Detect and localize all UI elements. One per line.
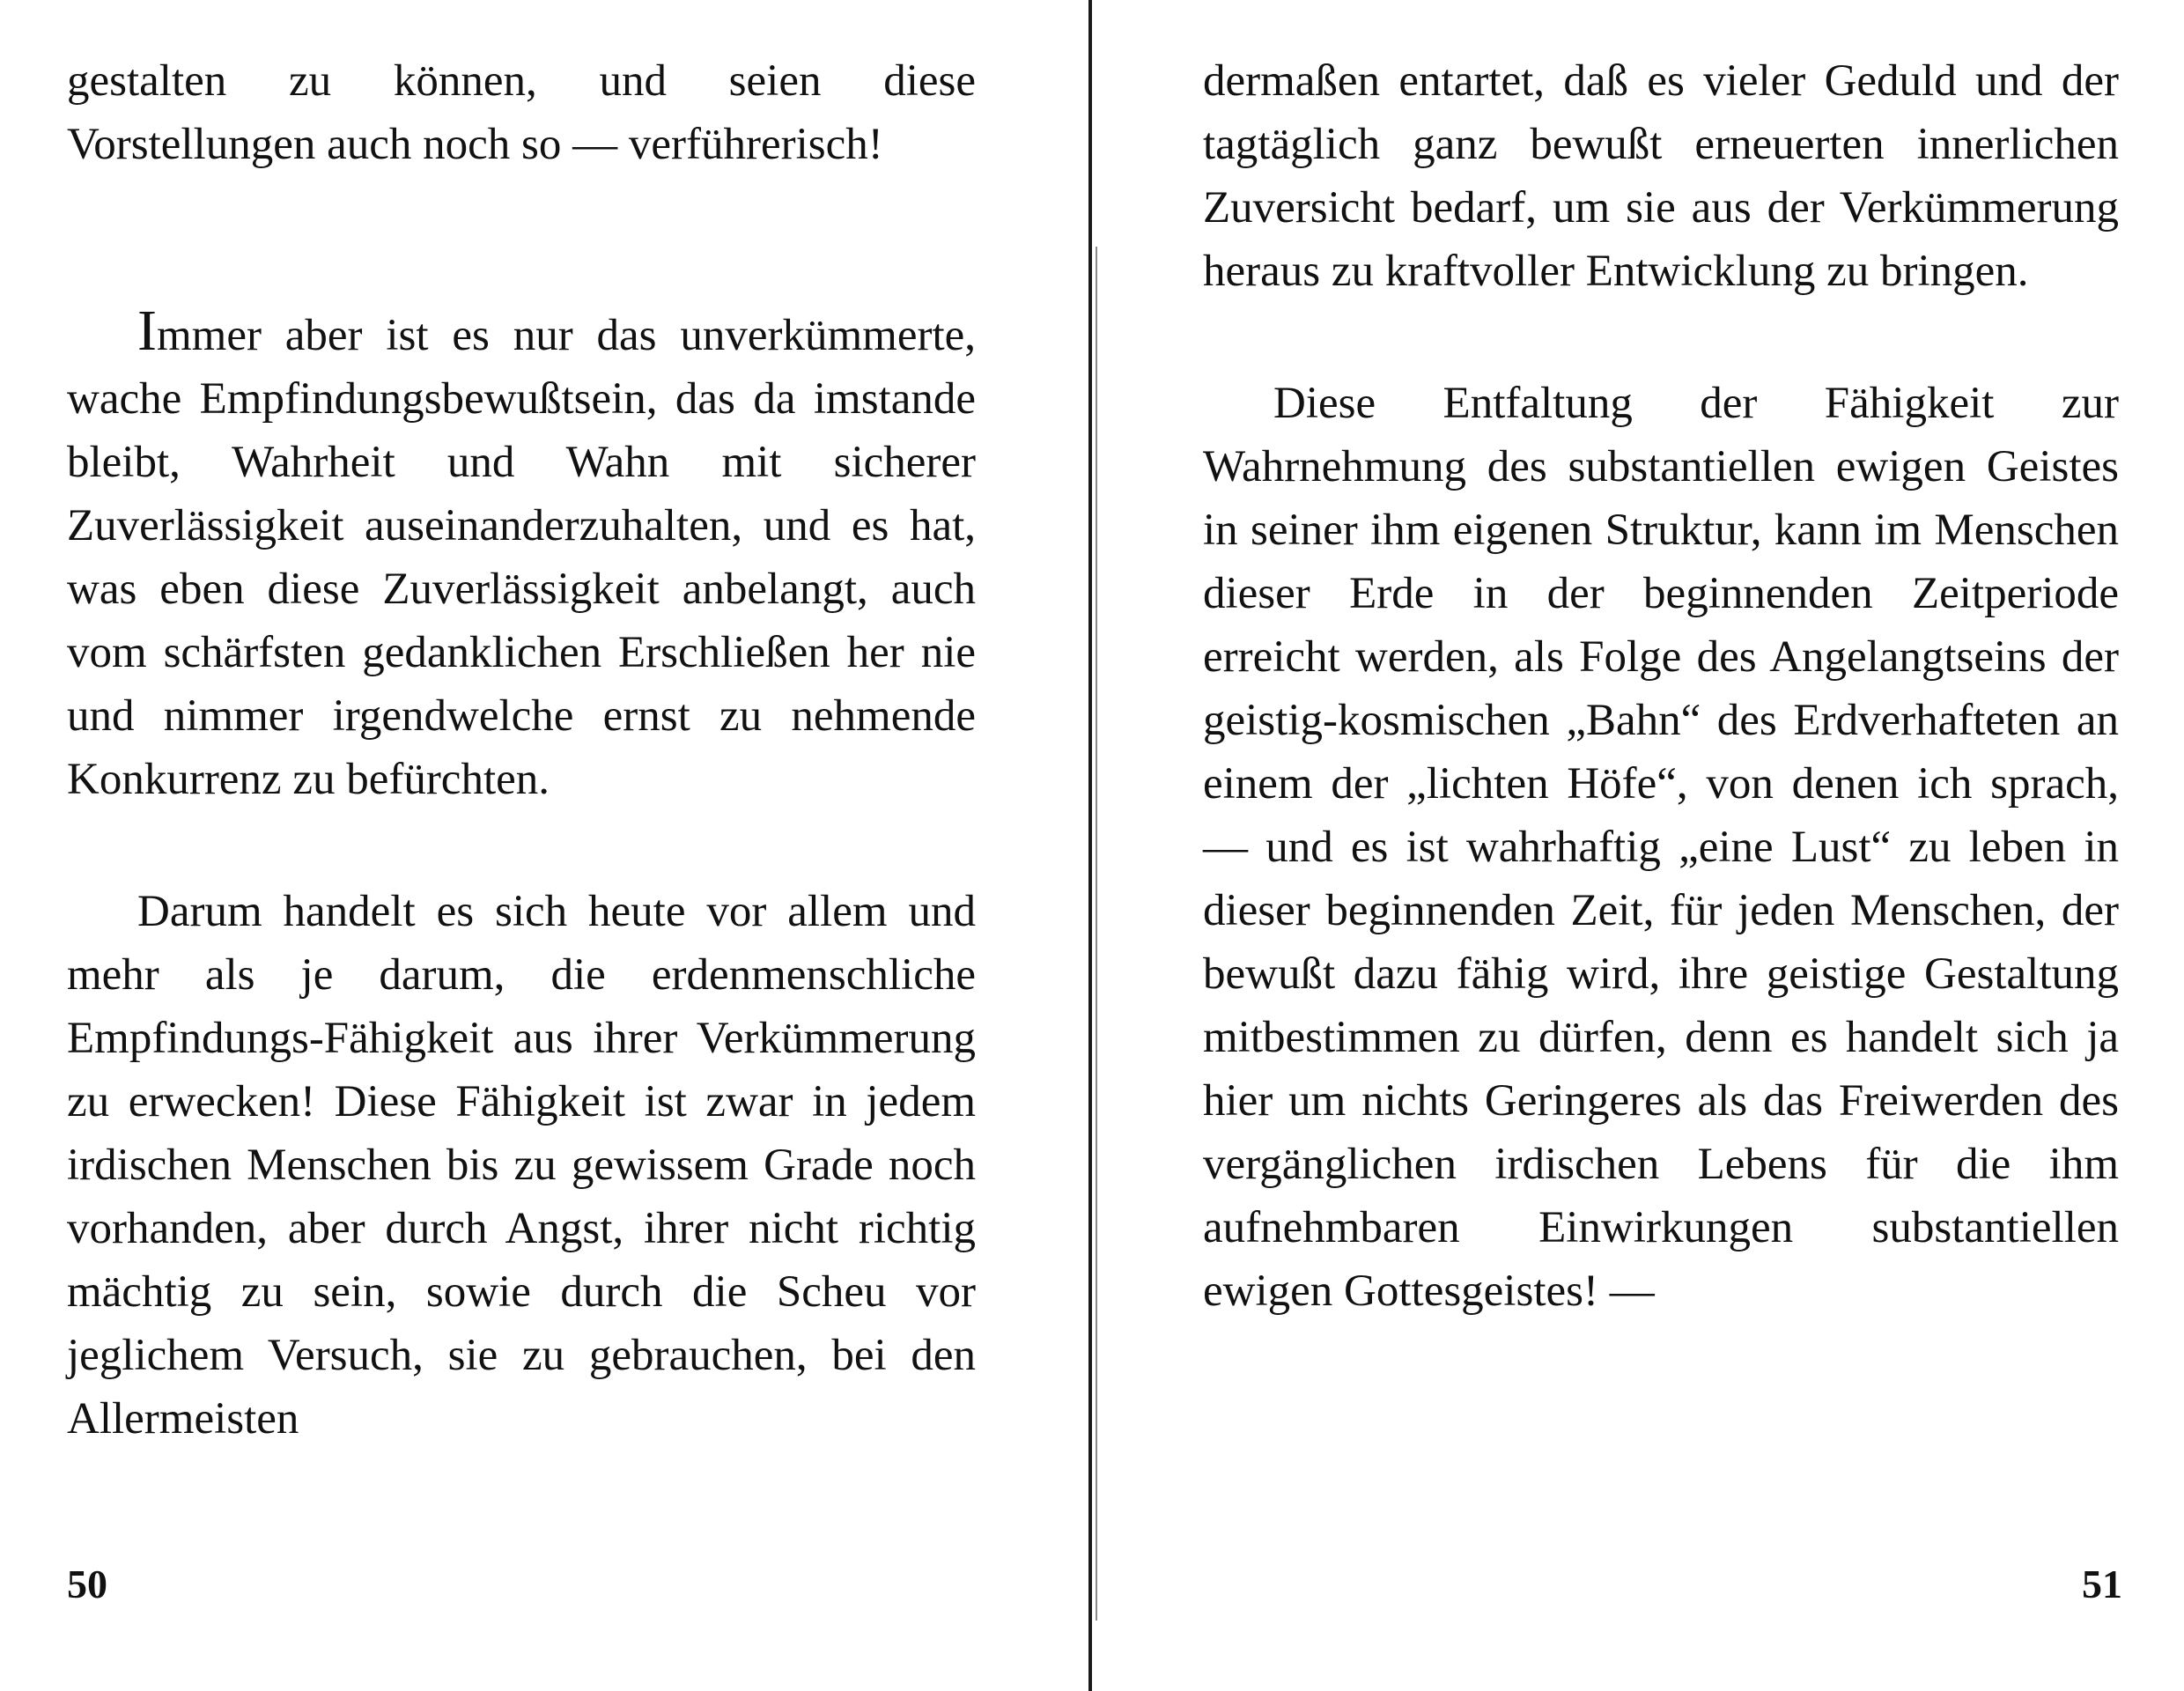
page-number-left: 50 xyxy=(67,1562,107,1606)
paragraph-gap xyxy=(1203,303,2119,372)
right-page xyxy=(1092,0,2184,1691)
paragraph-gap xyxy=(67,176,976,299)
page-number-right: 51 xyxy=(2082,1562,2122,1606)
left-page-text xyxy=(67,49,976,1451)
right-paragraph-1: dermaßen entartet, daß es vieler Geduld und der tagtäglich ganz bewußt erneuerten innerlichen Zuversicht bedarf, um sie aus der Verkümmerung heraus zu kraftvoller Entwicklung zu bringen. xyxy=(1203,56,2119,296)
left-paragraph-1: gestalten zu können, und seien diese Vorstellungen auch noch so — verführerisch! xyxy=(67,56,976,169)
drop-cap: I xyxy=(137,299,157,363)
left-paragraph-2-body: mmer aber ist es nur das unverkümmerte, wache Empfindungsbewußtsein, das da imstande bleibt, Wahrheit und Wahn mit sicherer Zuverlässigkeit auseinanderzuhalten, und es hat, was eben diese Zuverlässigkeit anbelangt, auch vom schärfsten gedanklichen Erschließen her nie und nimmer irgendwelche ernst zu nehmende Konkurrenz zu befürchten. xyxy=(67,311,976,804)
right-paragraph-2: Diese Entfaltung der Fähigkeit zur Wahrnehmung des substantiellen ewigen Geistes in seiner ihm eigenen Struktur, kann im Menschen dieser Erde in der beginnenden Zeitperiode erreicht werden, als Folge des Angelangtseins der geistig-kosmischen „Bahn“ des Erdverhafteten an einem der „lichten Höfe“, von denen ich sprach, — und es ist wahrhaftig „eine Lust“ zu leben in dieser beginnenden Zeit, für jeden Menschen, der bewußt dazu fähig wird, ihre geistige Gestaltung mitbestimmen zu dürfen, denn es handelt sich ja hier um nichts Geringeres als das Freiwerden des vergänglichen irdischen Lebens für die ihm aufnehmbaren Einwirkungen substantiellen ewigen Gottesgeistes! — xyxy=(1203,379,2119,1316)
right-page-text xyxy=(1203,49,2119,1323)
left-paragraph-2 xyxy=(67,299,976,811)
left-paragraph-3: Darum handelt es sich heute vor allem und mehr als je darum, die erdenmenschliche Empfindungs-Fähigkeit aus ihrer Verkümmerung zu erwecken! Diese Fähigkeit ist zwar in jedem irdischen Menschen bis zu gewissem Grade noch vorhanden, aber durch Angst, ihrer nicht richtig mächtig zu sein, sowie durch die Scheu vor jeglichem Versuch, sie zu gebrauchen, bei den Allermeisten xyxy=(67,887,976,1444)
paragraph-gap xyxy=(67,811,976,880)
